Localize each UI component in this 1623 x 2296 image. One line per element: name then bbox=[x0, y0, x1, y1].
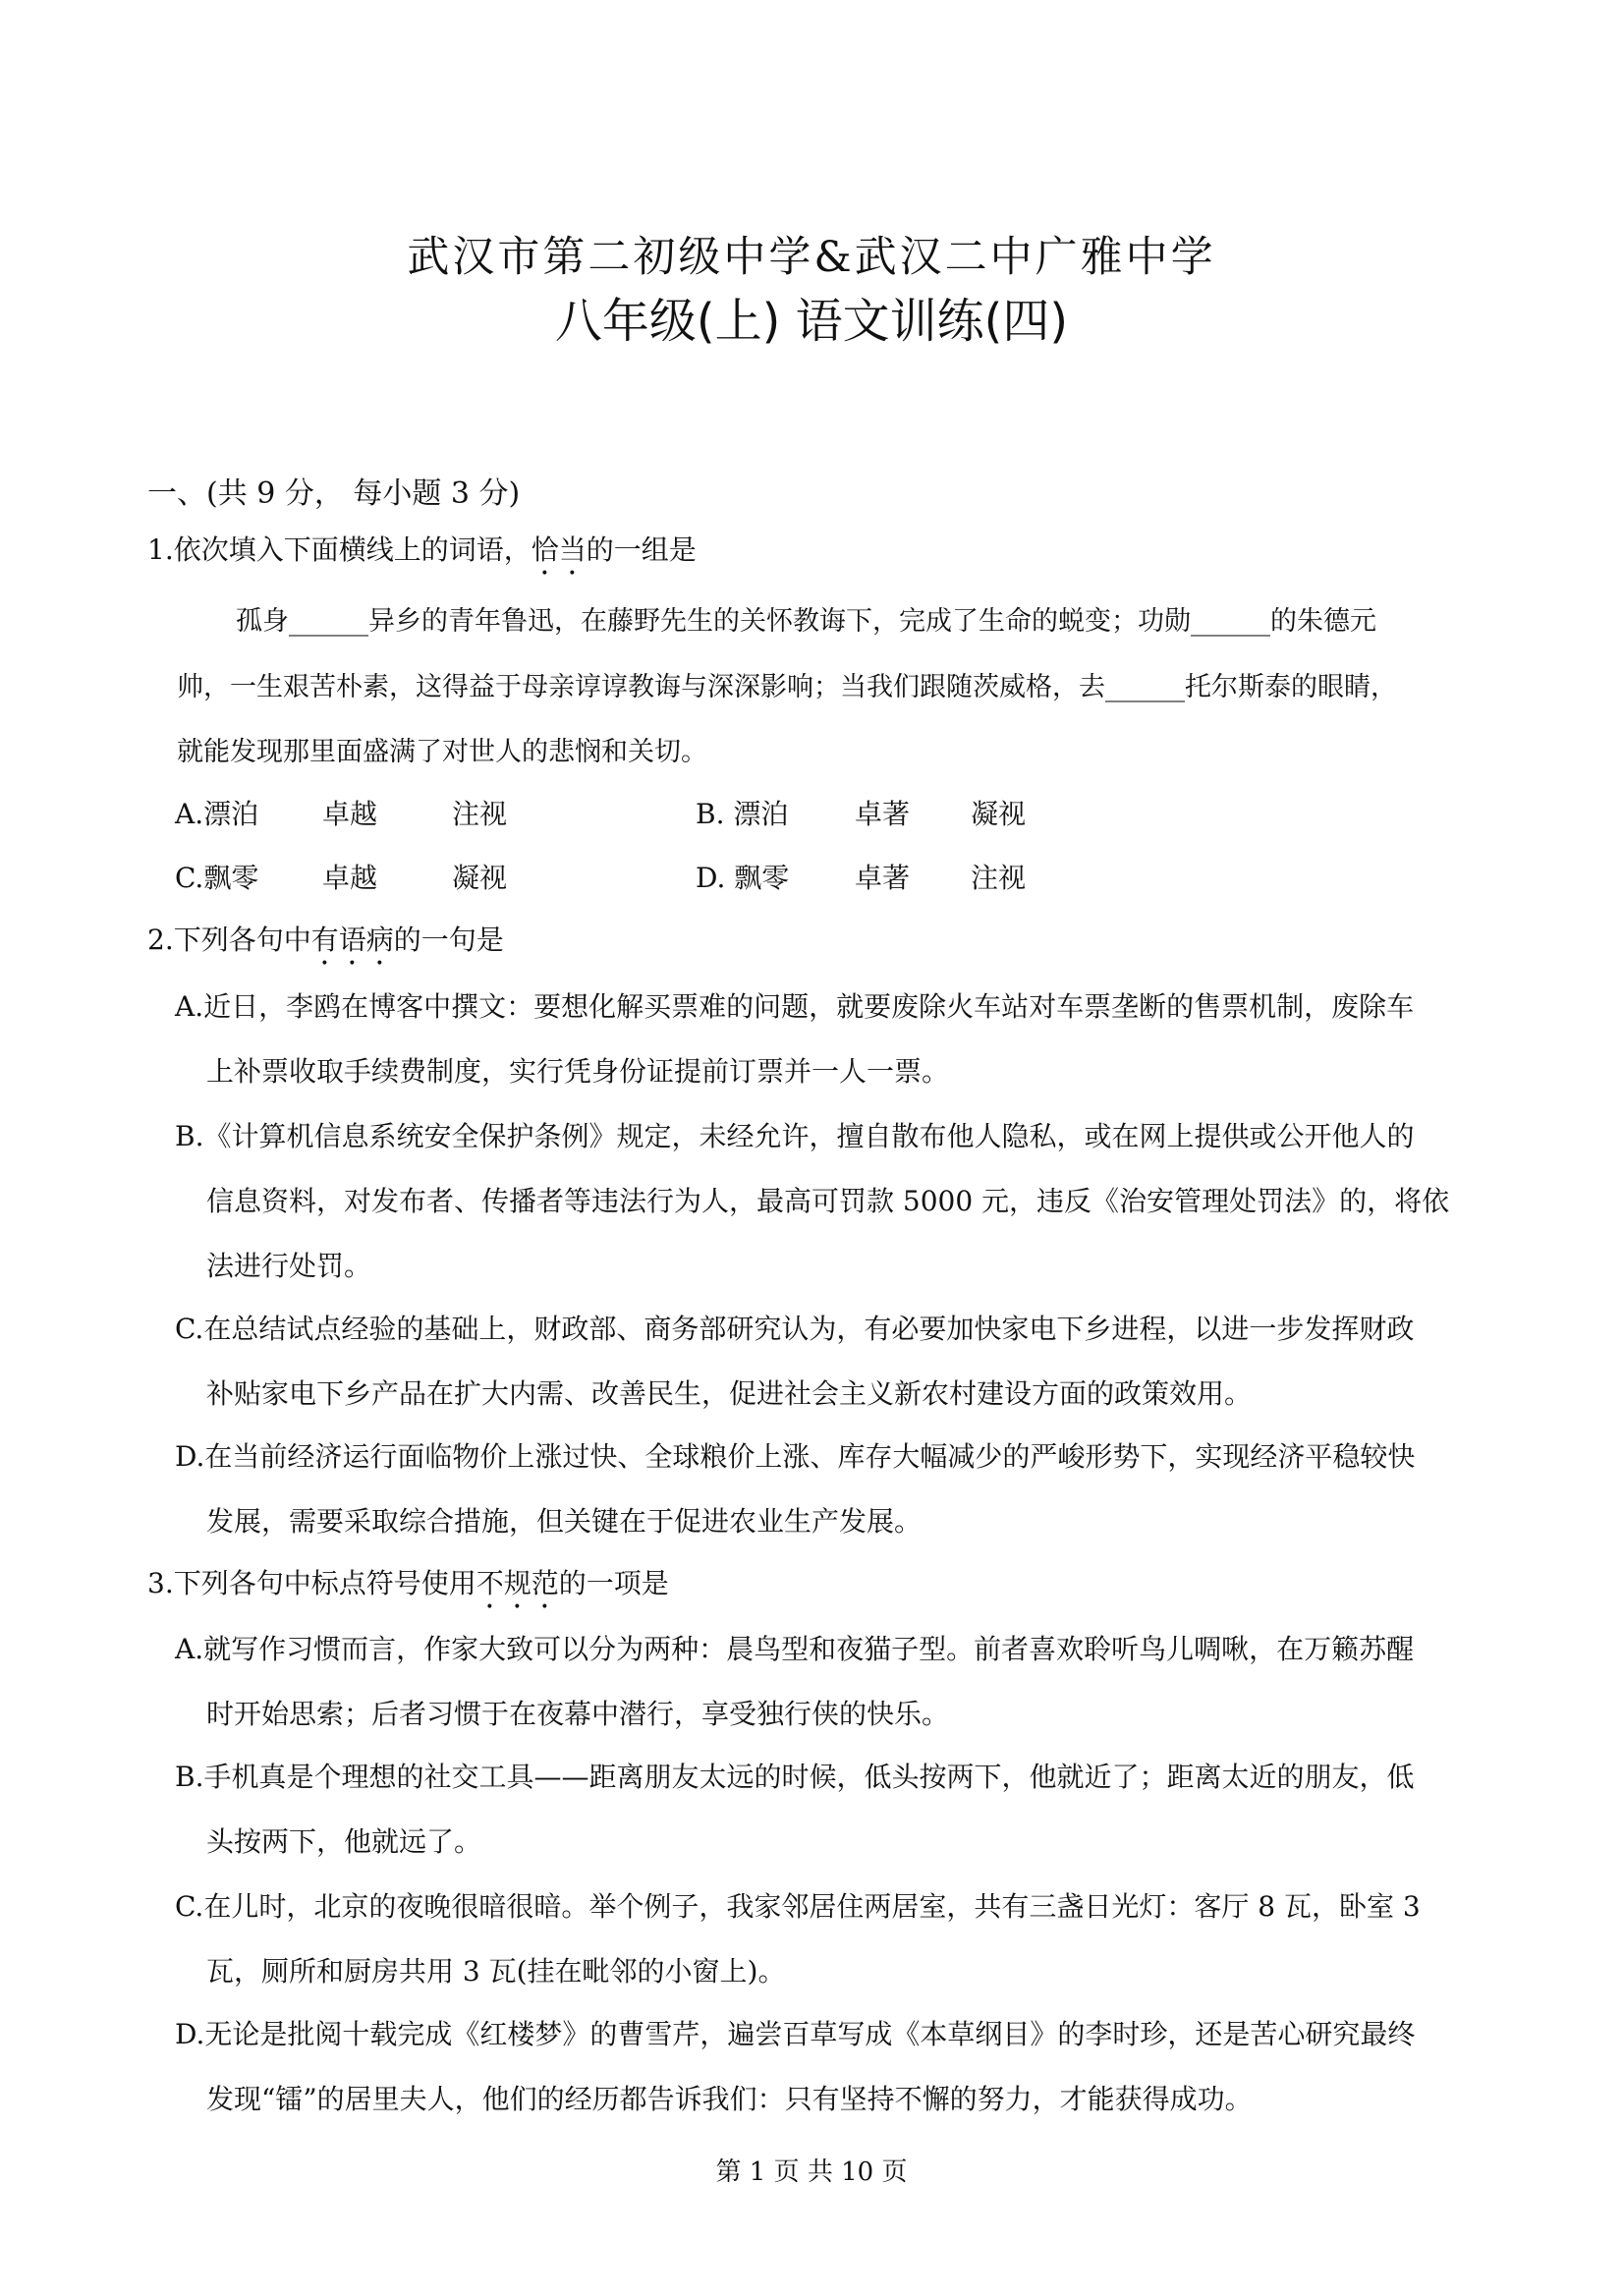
question-2-stem: 2.下列各句中有语病的一句是 bbox=[147, 924, 504, 956]
q1-passage-line-2: 帅，一生艰苦朴素，这得益于母亲谆谆教诲与深深影响；当我们跟随茨威格，去______托尔斯泰的眼睛， bbox=[177, 672, 1397, 702]
q2-option-d-line-1: D.在当前经济运行面临物价上涨过快、全球粮价上涨、库存大幅减少的严峻形势下，实现经济平稳较快 bbox=[175, 1440, 1416, 1473]
q3-option-c-line-1: C.在儿时，北京的夜晚很暗很暗。举个例子，我家邻居住两居室，共有三盏日光灯：客厅 8 瓦，卧室 3 bbox=[175, 1890, 1421, 1923]
exam-title: 八年级(上) 语文训练(四) bbox=[554, 294, 1069, 349]
q2-option-a-line-2: 上补票收取手续费制度，实行凭身份证提前订票并一人一票。 bbox=[206, 1055, 950, 1088]
question-1-stem: 1.依次填入下面横线上的词语，恰当的一组是 bbox=[147, 533, 697, 566]
q2-option-c-line-1: C.在总结试点经验的基础上，财政部、商务部研究认为，有必要加快家电下乡进程，以进一步发挥财政 bbox=[175, 1313, 1415, 1345]
q1-option-a: A.漂泊 卓越 注视 bbox=[175, 798, 508, 830]
emphasis-text: 恰当 bbox=[531, 533, 587, 566]
school-title: 武汉市第二初级中学&武汉二中广雅中学 bbox=[407, 233, 1216, 282]
q1-passage-line-1: 孤身______异乡的青年鲁迅，在藤野先生的关怀教诲下，完成了生命的蜕变；功勋______的朱德元 bbox=[236, 606, 1376, 637]
q1-option-d: D. 飘零 卓著 注视 bbox=[696, 862, 1027, 894]
section-heading: 一、(共 9 分， 每小题 3 分) bbox=[147, 476, 521, 511]
q2-option-b-line-2: 信息资料，对发布者、传播者等违法行为人，最高可罚款 5000 元，违反《治安管理处罚法》的，将依 bbox=[206, 1185, 1450, 1217]
q3-option-a-line-2: 时开始思索；后者习惯于在夜幕中潜行，享受独行侠的快乐。 bbox=[206, 1698, 950, 1730]
q3-option-c-line-2: 瓦，厕所和厨房共用 3 瓦(挂在毗邻的小窗上)。 bbox=[206, 1955, 786, 1988]
emphasis-text: 不规范 bbox=[476, 1567, 559, 1599]
q3-option-b-line-2: 头按两下，他就远了。 bbox=[206, 1825, 482, 1858]
question-3-stem: 3.下列各句中标点符号使用不规范的一项是 bbox=[147, 1567, 669, 1599]
q2-option-b-line-1: B.《计算机信息系统安全保护条例》规定，未经允许，擅自散布他人隐私，或在网上提供或公开他人的 bbox=[175, 1120, 1415, 1152]
q1-option-b: B. 漂泊 卓著 凝视 bbox=[696, 798, 1027, 830]
q1-option-c: C.飘零 卓越 凝视 bbox=[175, 862, 508, 894]
q2-option-a-line-1: A.近日，李鸥在博客中撰文：要想化解买票难的问题，就要废除火车站对车票垄断的售票机制，废除车 bbox=[175, 990, 1415, 1023]
q1-passage-line-3: 就能发现那里面盛满了对世人的悲悯和关切。 bbox=[177, 737, 707, 767]
q3-option-a-line-1: A.就写作习惯而言，作家大致可以分为两种：晨鸟型和夜猫子型。前者喜欢聆听鸟儿啁啾，在万籁苏醒 bbox=[175, 1633, 1415, 1665]
q2-option-c-line-2: 补贴家电下乡产品在扩大内需、改善民生，促进社会主义新农村建设方面的政策效用。 bbox=[206, 1377, 1253, 1410]
q2-option-b-line-3: 法进行处罚。 bbox=[206, 1250, 372, 1282]
emphasis-text: 有语病 bbox=[310, 924, 394, 956]
q3-option-b-line-1: B.手机真是个理想的社交工具——距离朋友太远的时候，低头按两下，他就近了；距离太近的朋友，低 bbox=[175, 1761, 1415, 1793]
q3-option-d-line-2: 发现“镭”的居里夫人，他们的经历都告诉我们：只有坚持不懈的努力，才能获得成功。 bbox=[206, 2083, 1253, 2115]
q2-option-d-line-2: 发展，需要采取综合措施，但关键在于促进农业生产发展。 bbox=[206, 1505, 923, 1538]
page-footer: 第 1 页 共 10 页 bbox=[715, 2157, 908, 2187]
q3-option-d-line-1: D.无论是批阅十载完成《红楼梦》的曹雪芹，遍尝百草写成《本草纲目》的李时珍，还是苦心研究最终 bbox=[175, 2018, 1416, 2050]
